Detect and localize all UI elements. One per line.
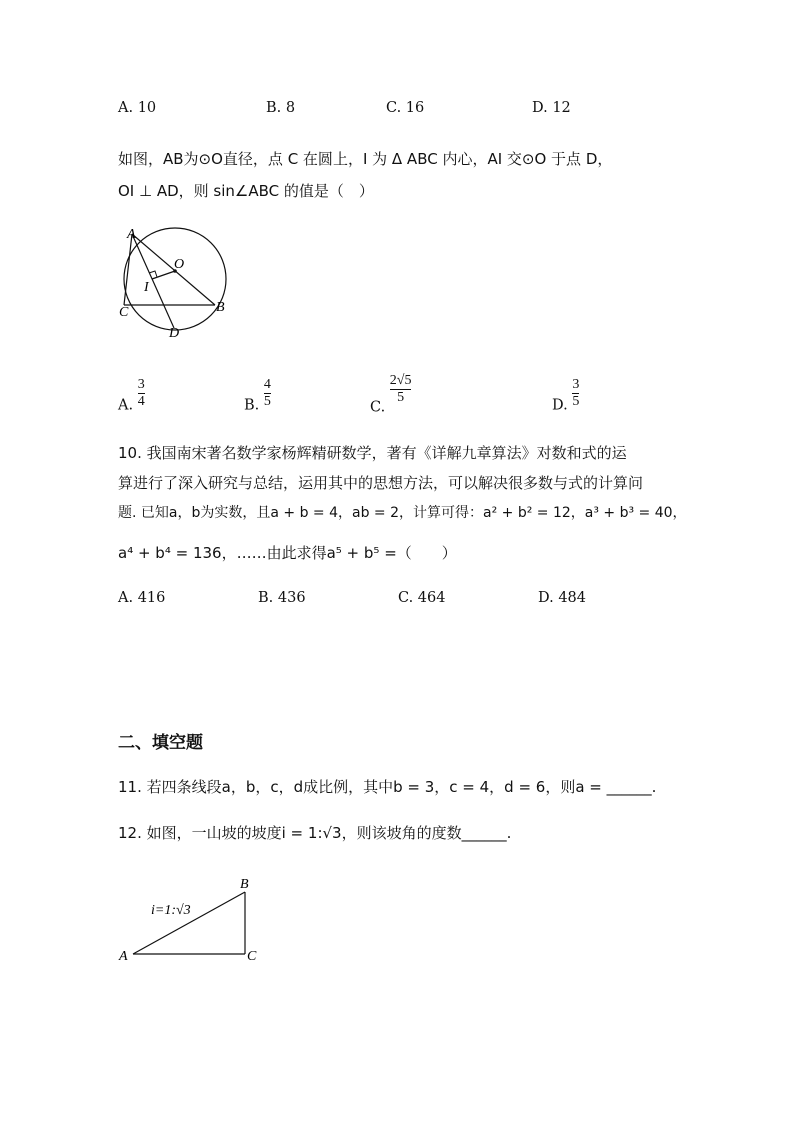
fraction [390,374,412,405]
q9-line1: 如图，AB为⊙O直径，点 C 在圆上，I 为 Δ ABC 内心，AI 交⊙O 于点 D， [118,150,613,168]
label-d: D [169,326,180,341]
q8-option-b: B. 8 [266,100,296,116]
slope-ab [133,892,245,954]
denominator: 4 [137,394,145,409]
numerator: 2√5 [389,373,412,388]
fraction [264,378,271,409]
numerator: 3 [572,377,580,392]
q8-option-a: A. 10 [118,100,157,116]
option-letter: C. [370,399,386,416]
label-i: I [144,280,149,295]
q9-option-c [370,374,411,416]
q8-option-d: D. 12 [532,100,571,116]
q10-option-a: A. 416 [118,590,166,606]
q10-line4: a⁴ + b⁴ = 136，……由此求得a⁵ + b⁵ =（ ） [118,544,457,562]
label-b: B [240,877,249,892]
label-c: C [247,949,257,964]
q10-option-c: C. 464 [398,590,446,606]
q10-line2: 算进行了深入研究与总结，运用其中的思想方法，可以解决很多数与式的计算问 [118,474,644,492]
q9-option-a [118,378,145,414]
label-a: A [127,227,136,242]
label-a: A [119,949,128,964]
option-letter: B. [244,397,260,414]
q10-option-d: D. 484 [538,590,587,606]
fraction [138,378,145,409]
denominator: 5 [263,394,271,409]
fraction [572,378,579,409]
q9-line2: OI ⊥ AD，则 sin∠ABC 的值是（ ） [118,182,374,200]
label-o: O [174,257,185,272]
q9-option-b [244,378,271,414]
q8-option-c: C. 16 [386,100,425,116]
denominator: 5 [572,394,580,409]
q9-circle-diagram [112,218,242,346]
q10-line3: 题. 已知a，b为实数，且a + b = 4，ab = 2，计算可得：a² + b² = 12，a³ + b³ = 40， [118,505,687,521]
q10-line1: 10. 我国南宋著名数学家杨辉精研数学，著有《详解九章算法》对数和式的运 [118,444,627,462]
option-letter: A. [118,397,134,414]
label-c: C [119,305,129,320]
q12-text: 12. 如图，一山坡的坡度i = 1:√3，则该坡角的度数______. [118,824,512,842]
option-letter: D. [552,397,568,414]
q11-text: 11. 若四条线段a，b，c，d成比例，其中b = 3，c = 4，d = 6，则a = ______. [118,778,657,796]
slope-label: i=1:√3 [151,903,191,918]
q9-option-d [552,378,579,414]
q12-slope-diagram [115,872,265,967]
denominator: 5 [397,390,405,405]
section-heading: 二、填空题 [118,733,203,753]
q10-option-b: B. 436 [258,590,306,606]
numerator: 3 [137,377,145,392]
circle-o [124,228,226,330]
numerator: 4 [263,377,271,392]
label-b: B [216,300,225,315]
